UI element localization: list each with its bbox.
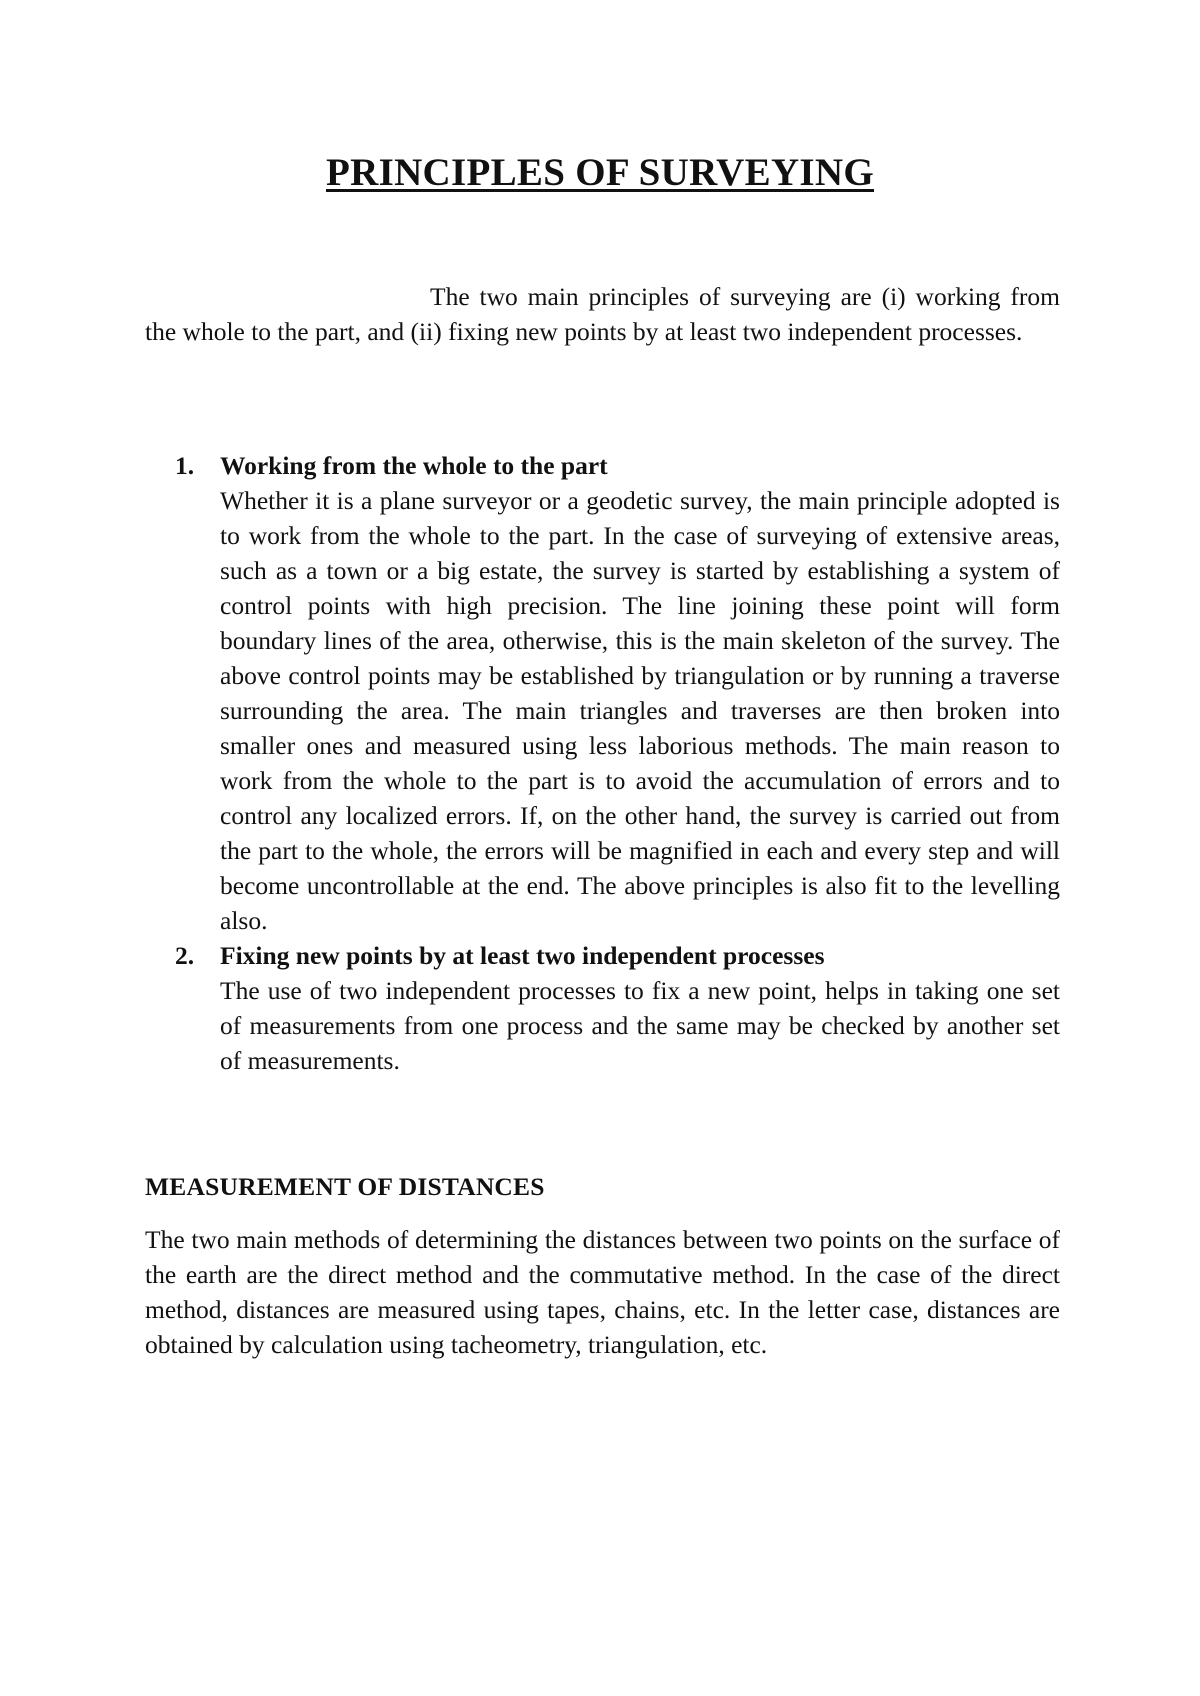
measurement-section-heading: MEASUREMENT OF DISTANCES (145, 1172, 545, 1201)
principle-heading-1: Working from the whole to the part (220, 451, 608, 480)
page-title: PRINCIPLES OF SURVEYING (326, 151, 874, 194)
principle-heading-2: Fixing new points by at least two independent processes (220, 941, 825, 970)
principle-number-2: 2. (175, 941, 195, 970)
principle-body-2: The use of two independent processes to fix a new point, helps in taking one set of measurements from one process and the same may be checked by another set of measurements. (220, 976, 1060, 1075)
principle-number-1: 1. (175, 451, 195, 480)
principles-list (145, 448, 1060, 1078)
principle-item-2 (145, 938, 1060, 1078)
intro-paragraph: The two main principles of surveying are (i) working from the whole to the part, and (ii) fixing new points by at least two independent processes. (145, 282, 1060, 346)
measurement-section-body: The two main methods of determining the distances between two points on the surface of the earth are the direct method and the commutative method. In the case of the direct method, distances are measured using tapes, chains, etc. In the letter case, distances are obtained by calculation using tacheometry, triangulation, etc. (145, 1225, 1060, 1359)
principle-item-1 (145, 448, 1060, 938)
principle-body-1: Whether it is a plane surveyor or a geodetic survey, the main principle adopted is to work from the whole to the part. In the case of surveying of extensive areas, such as a town or a big estate, the survey is started by establishing a system of control points with high precision. The line joining these point will form boundary lines of the area, otherwise, this is the main skeleton of the survey. The above control points may be established by triangulation or by running a traverse surrounding the area. The main triangles and traverses are then broken into smaller ones and measured using less laborious methods. The main reason to work from the whole to the part is to avoid the accumulation of errors and to control any localized errors. If, on the other hand, the survey is carried out from the part to the whole, the errors will be magnified in each and every step and will become uncontrollable at the end. The above principles is also fit to the levelling also. (220, 486, 1060, 935)
